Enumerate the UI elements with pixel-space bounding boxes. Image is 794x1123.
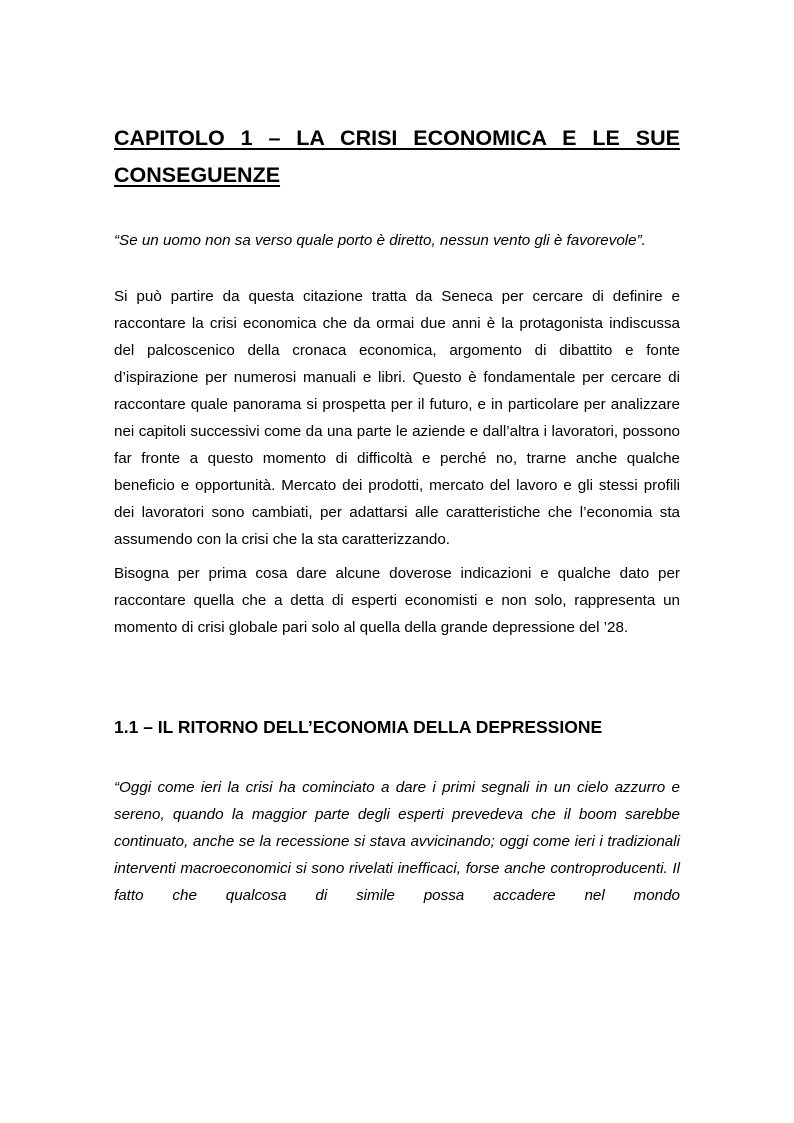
page-content [114,120,680,904]
section-quote: “Oggi come ieri la crisi ha cominciato a dare i primi segnali in un cielo azzurro e sereno, quando la maggior parte degli esperti prevedeva che il boom sarebbe continuato, anche se la recessione si stava avvicinando; oggi come ieri i tradizionali interventi macroeconomici si sono rivelati inefficaci, forse anche controproducenti. Il fatto che qualcosa di simile possa accadere nel mondo [114,779,680,904]
body-paragraph-2: Bisogna per prima cosa dare alcune doverose indicazioni e qualche dato per raccontare quella che a detta di esperti economisti e non solo, rappresenta un momento di crisi globale pari solo al quella della grande depressione del ’28. [114,565,680,636]
section-title: 1.1 – IL RITORNO DELL’ECONOMIA DELLA DEPRESSIONE [114,717,603,737]
epigraph-quote: “Se un uomo non sa verso quale porto è diretto, nessun vento gli è favorevole”. [114,232,646,249]
body-paragraph-1: Si può partire da questa citazione tratta da Seneca per cercare di definire e raccontare la crisi economica che da ormai due anni è la protagonista indiscussa del palcoscenico della cronaca economica, argomento di dibattito e fonte d’ispirazione per numerosi manuali e libri. Questo è fondamentale per cercare di raccontare quale panorama si prospetta per il futuro, e in particolare per analizzare nei capitoli successivi come da una parte le aziende e dall’altra i lavoratori, possono far fronte a questo momento di difficoltà e perché no, trarne anche qualche beneficio e opportunità. Mercato dei prodotti, mercato del lavoro e gli stessi profili dei lavoratori sono cambiati, per adattarsi alle caratteristiche che l’economia sta assumendo con la crisi che la sta caratterizzando. [114,288,680,548]
chapter-title: CAPITOLO 1 – LA CRISI ECONOMICA E LE SUE CONSEGUENZE [114,126,680,187]
